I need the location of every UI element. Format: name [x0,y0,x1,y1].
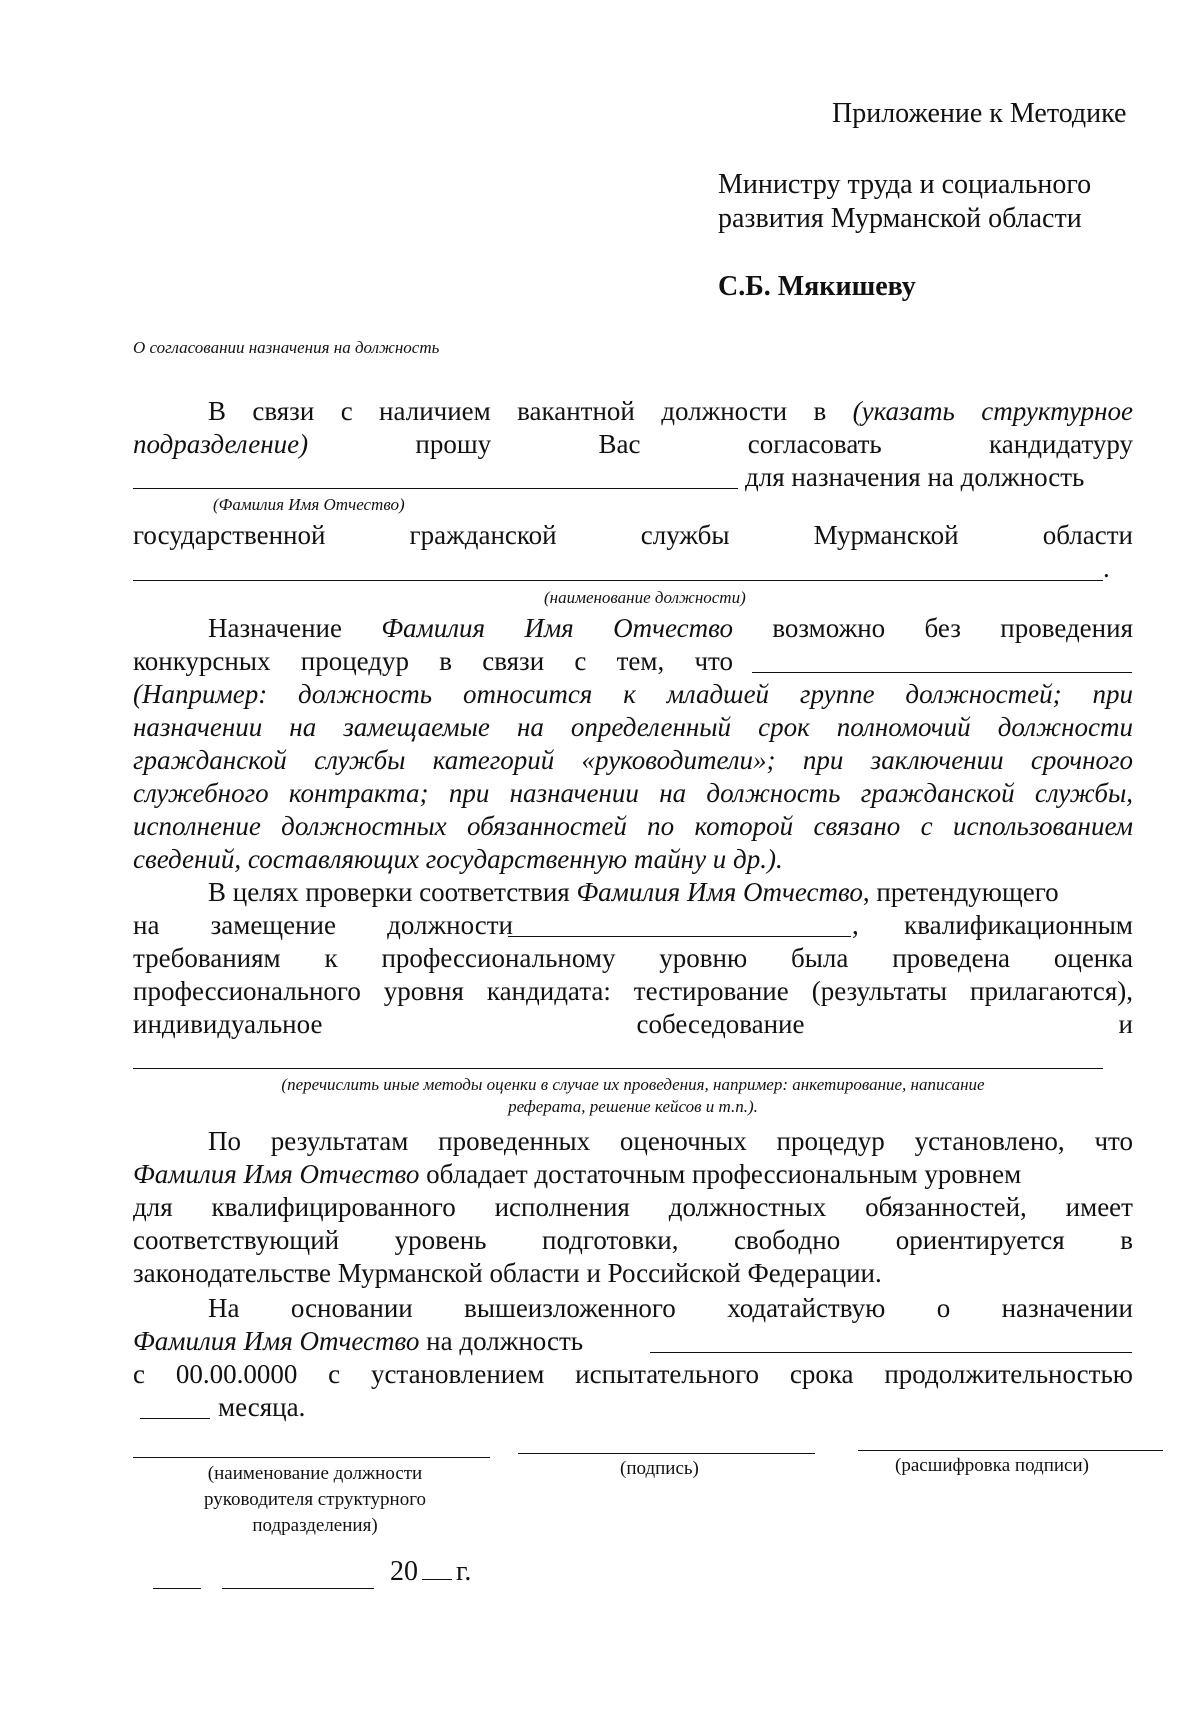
p4-line-5: законодательстве Мурманской области и Российской Федерации. [133,1258,882,1288]
date-year-prefix: 20 [390,1556,418,1587]
p5-word: испытательного [575,1359,760,1389]
p3-word: и [1118,1009,1133,1039]
p4-word: уровень [394,1225,487,1255]
p3-word: уровню [659,943,748,973]
p1-word: наличием [379,396,491,426]
p1-word: вакантной [517,396,635,426]
p5-word: вышеизложенного [464,1293,676,1323]
p3-word: к [324,943,338,973]
p5-word: ходатайствую [727,1293,886,1323]
addressee-name: С.Б. Мякишеву [718,271,916,302]
p2-line-1 [133,612,1133,645]
p5-word: с [133,1359,145,1389]
p2-example-1: (Например: должность относится к младшей группе должностей; при [133,679,1133,709]
p4-word: в [1120,1225,1133,1255]
p4-word: процедур [776,1126,885,1156]
other-methods-blank-line [133,1068,1103,1069]
caption-position: (наименование должности) [544,588,746,607]
date-month-line [222,1588,374,1589]
date-year-blank [422,1557,452,1580]
p4-word: что [1094,1126,1133,1156]
p4-line-1 [133,1125,1133,1158]
position-blank-line-3 [650,1352,1132,1353]
p3-word: , [852,910,859,940]
p2-word: процедур [300,646,410,676]
addressee-line-2: развития Мурманской области [718,203,1082,234]
p3-text: , претендующего [862,877,1059,907]
p2-word: с [574,646,587,676]
p2-word: что [694,646,733,676]
p3-word: проведена [892,943,1011,973]
p2-word: в [439,646,452,676]
p2-line-2 [133,645,733,678]
p1-word: согласовать [747,429,882,459]
p1-word: прошу [415,429,492,459]
p1-word: кандидатуру [989,429,1133,459]
p4-word: По [208,1126,241,1156]
caption-fio: (Фамилия Имя Отчество) [213,495,405,514]
p1-line-2 [133,428,1133,461]
p1-word: службы [640,520,730,550]
p4-word: ориентируется [895,1225,1065,1255]
p5-word: основании [290,1293,413,1323]
p4-word: исполнения [494,1192,630,1222]
p3-word: квалификационным [904,910,1133,940]
p2-example-5: исполнение должностных обязанностей по которой связано с использованием [133,811,1133,841]
caption-signature: (подпись) [620,1458,699,1479]
p3-text: В целях проверки соответствия [208,877,577,907]
p3-word: была [791,943,849,973]
p4-word: подготовки, [542,1225,679,1255]
p2-word: Назначение [208,613,342,643]
p5-word: установлением [370,1359,545,1389]
p4-word: квалифицированного [211,1192,456,1222]
p4-word: установлено, [914,1126,1065,1156]
date-year-suffix: г. [456,1556,472,1587]
p1-word: гражданской [409,520,557,550]
p3-word: оценка [1053,943,1133,973]
p4-word: должностных [668,1192,827,1222]
p1-word: подразделение) [133,429,309,459]
p1-word: с [340,396,353,426]
p3-fio: Фамилия Имя Отчество [576,877,863,907]
p3-line-3 [133,942,1133,975]
p2-word: возможно [772,613,886,643]
p1-word: области [1042,520,1133,550]
caption-head-position-2: руководителя структурного [203,1489,427,1510]
p3-word: индивидуальное [133,1009,323,1039]
p2-word: связи [482,646,545,676]
p5-line-1 [133,1292,1133,1325]
p4-fio: Фамилия Имя Отчество [133,1159,420,1189]
p4-line-3 [133,1191,1133,1224]
p5-line-3 [133,1358,1133,1391]
p1-word: (указать [852,396,955,426]
p1-word: Вас [598,429,641,459]
caption-signature-decoding: (расшифровка подписи) [895,1455,1089,1476]
p2-word: без [924,613,961,643]
p4-line-4 [133,1224,1133,1257]
p4-word: для [133,1192,173,1222]
p2-example-4: служебного контракта; при назначении на должность гражданской службы, [133,778,1133,808]
p2-word: тем, [616,646,665,676]
fio-blank-line [133,488,738,489]
p3-line-5 [133,1008,1133,1041]
p5-line-2 [133,1325,583,1358]
caption-methods-1: (перечислить иные методы оценки в случае их проведения, например: анкетирование, написание [281,1075,985,1094]
p4-word: оценочных [619,1126,747,1156]
p2-example-2: назначении на замещаемые на определенный срок полномочий должности [133,712,1133,742]
addressee-line-1: Министру труда и социального [718,169,1092,200]
subject-line: О согласовании назначения на должность [133,338,440,357]
p3-word: профессиональному [381,943,616,973]
p1-word: связи [252,396,315,426]
appendix-title: Приложение к Методике [832,98,1127,129]
p2-word: Имя [524,613,574,643]
p5-line-4: месяца. [218,1392,306,1422]
p2-example-3: гражданской службы категорий «руководители»; при заключении срочного [133,745,1133,775]
p5-word: срока [789,1359,854,1389]
p5-word: о [936,1293,951,1323]
p3-word: должности [387,910,513,940]
signature-position-line [133,1457,490,1458]
p1-word: государственной [133,520,326,550]
p2-word: конкурсных [133,646,271,676]
signature-decoding-line [858,1450,1163,1451]
p4-word: соответствующий [133,1225,340,1255]
p4-text: обладает достаточным профессиональным уровнем [419,1159,1022,1189]
p3-line-1 [208,876,1059,909]
p3-word: замещение [210,910,336,940]
p4-word: свободно [734,1225,841,1255]
p1-word: должности [661,396,788,426]
p3-line-2b [852,909,1133,942]
p5-word: назначении [1001,1293,1133,1323]
p1-line-3-tail: для назначения на должность [745,462,1085,492]
p2-word: проведения [1000,613,1133,643]
p1-line-1 [133,395,1133,428]
p4-word: результатам [270,1126,409,1156]
position-blank-line-2 [508,936,851,937]
p2-word: Фамилия [381,613,486,643]
p5-fio: Фамилия Имя Отчество [133,1326,420,1356]
date-day-line [153,1588,201,1589]
position-blank-line [133,580,1103,581]
p4-word: проведенных [438,1126,591,1156]
p3-word: собеседование [636,1009,805,1039]
caption-head-position-3: подразделения) [252,1515,378,1536]
p5-text: на должность [419,1326,584,1356]
months-blank-line [140,1418,210,1419]
p2-word: Отчество [613,613,733,643]
p1-word: в [813,396,827,426]
p1-word: В [208,396,227,426]
p5-word: На [208,1293,240,1323]
p3-word: требованиям [133,943,281,973]
p3-line-2a [133,909,513,942]
p5-word: с [328,1359,341,1389]
p4-word: обязанностей, [865,1192,1027,1222]
date-year [390,1555,471,1588]
p1-word: структурное [981,396,1133,426]
p1-word: Мурманской [813,520,959,550]
p4-line-2 [133,1158,1021,1191]
p1-line-4 [133,519,1133,552]
p3-line-4: профессионального уровня кандидата: тестирование (результаты прилагаются), [133,976,1133,1006]
p2-example-6: сведений, составляющих государственную тайну и др.). [133,844,783,874]
reason-blank-line [752,672,1132,673]
p1-line-5-end: . [1103,553,1110,583]
caption-head-position-1: (наименование должности [207,1463,423,1484]
p4-word: имеет [1065,1192,1133,1222]
p3-word: на [133,910,160,940]
caption-methods-2: реферата, решение кейсов и т.п.). [508,1097,758,1116]
p5-word: 00.00.0000 [175,1359,298,1389]
p5-word: продолжительностью [884,1359,1133,1389]
signature-line [518,1453,815,1454]
